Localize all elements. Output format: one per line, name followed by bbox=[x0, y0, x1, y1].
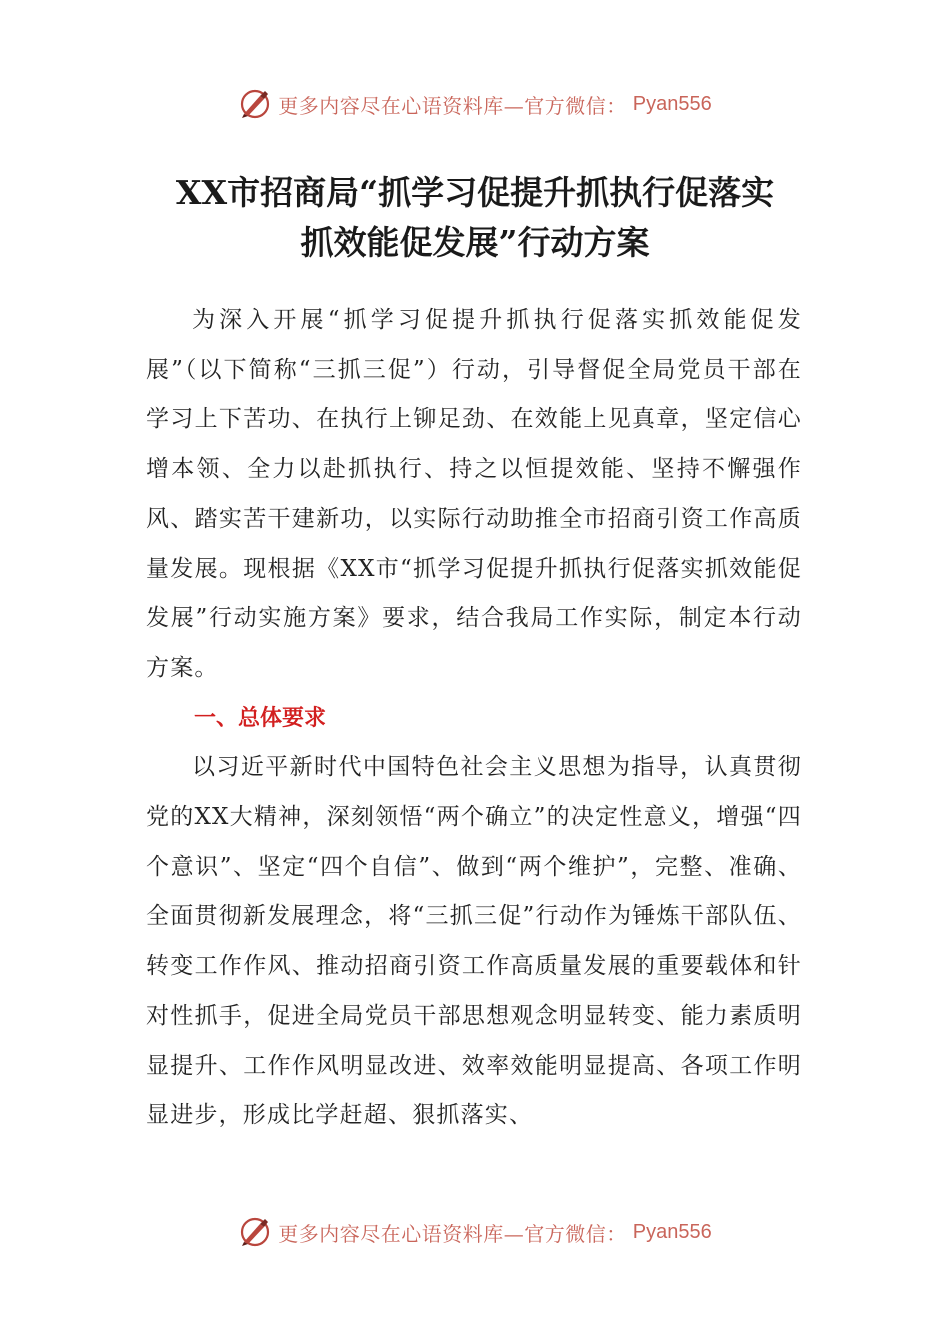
footer-banner[interactable] bbox=[0, 1212, 950, 1252]
pen-logo-icon bbox=[238, 1215, 272, 1249]
intro-paragraph: 为深入开展“抓学习促提升抓执行促落实抓效能促发展”（以下简称“三抓三促”）行动，引导督促全局党员干部在学习上下苦功、在执行上铆足劲、在效能上见真章，坚定信心增本领、全力以赴抓执行、持之以恒提效能、坚持不懈强作风、踏实苦干建新功，以实际行动助推全市招商引资工作高质量发展。现根据《XX市“抓学习促提升抓执行促落实抓效能促发展”行动实施方案》要求，结合我局工作实际，制定本行动方案。 bbox=[146, 307, 802, 681]
wechat-id: Pyan556 bbox=[632, 92, 712, 115]
pen-logo-icon bbox=[238, 87, 272, 121]
banner-text: 更多内容尽在心语资料库—官方微信： bbox=[278, 93, 627, 118]
document-title bbox=[100, 168, 850, 268]
wechat-id: Pyan556 bbox=[632, 1220, 712, 1243]
title-line-2: 抓效能促发展”行动方案 bbox=[300, 223, 650, 262]
section-heading-1: 一、总体要求 bbox=[194, 705, 327, 731]
header-banner[interactable] bbox=[0, 84, 950, 124]
section-1-paragraph: 以习近平新时代中国特色社会主义思想为指导，认真贯彻党的XX大精神，深刻领悟“两个确立”的决定性意义，增强“四个意识”、坚定“四个自信”、做到“两个维护”，完整、准确、全面贯彻新发展理念，将“三抓三促”行动作为锤炼干部队伍、转变工作作风、推动招商引资工作高质量发展的重要载体和针对性抓手，促进全局党员干部思想观念明显转变、能力素质明显提升、工作作风明显改进、效率效能明显提高、各项工作明显进步，形成比学赶超、狠抓落实、 bbox=[146, 754, 802, 1129]
banner-text: 更多内容尽在心语资料库—官方微信： bbox=[278, 1221, 627, 1246]
title-line-1: XX市招商局“抓学习促提升抓执行促落实 bbox=[175, 173, 775, 212]
document-body bbox=[146, 296, 802, 1141]
